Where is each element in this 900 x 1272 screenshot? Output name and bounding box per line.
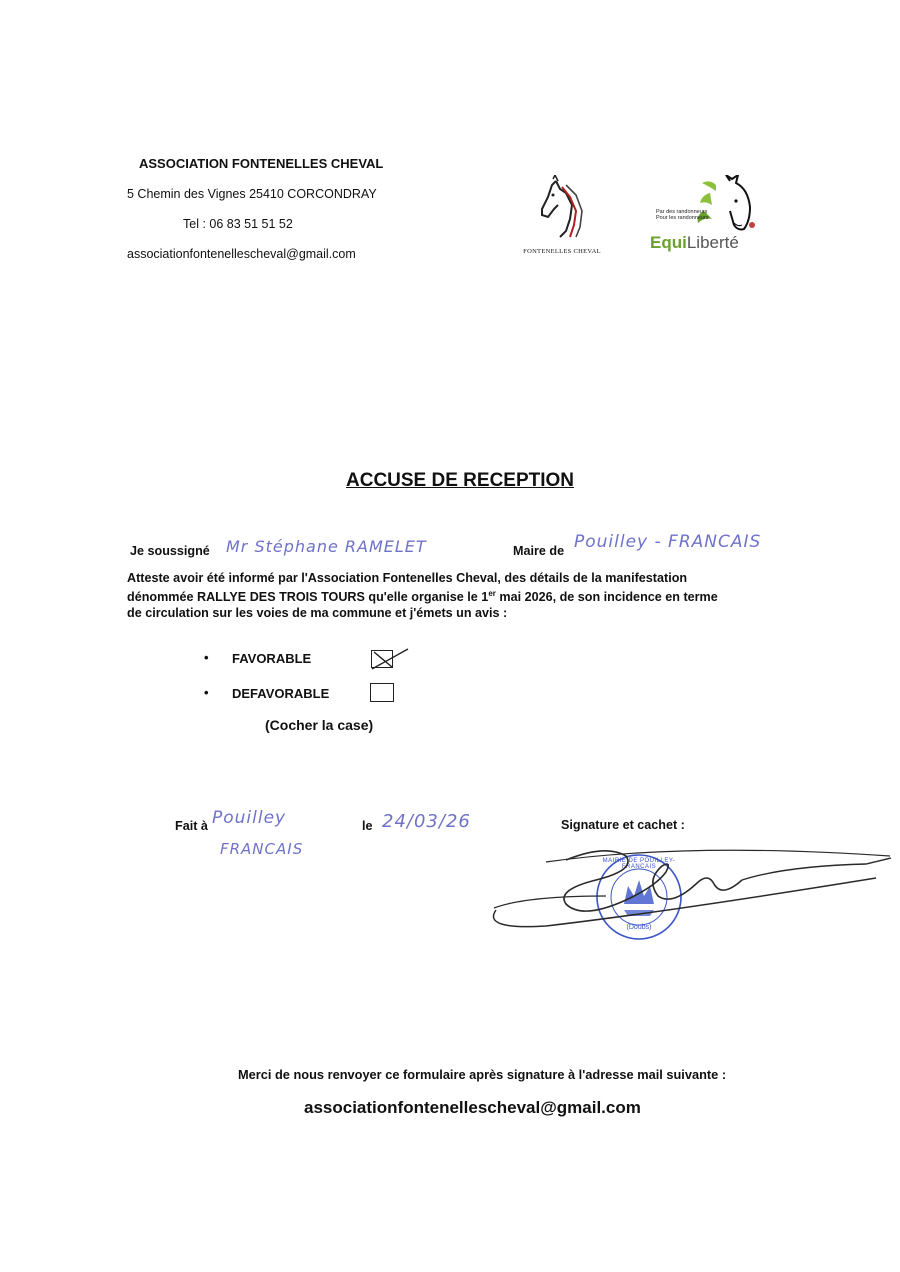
- handwritten-signature: [486, 840, 896, 940]
- left-logo-caption: FONTENELLES CHEVAL: [523, 248, 601, 255]
- org-email: associationfontenellescheval@gmail.com: [127, 247, 356, 261]
- org-phone: Tel : 06 83 51 51 52: [183, 217, 293, 231]
- option-defavorable-label: DEFAVORABLE: [232, 686, 330, 701]
- date-value: 24/03/26: [382, 811, 471, 832]
- brand-liberte: Liberté: [686, 233, 739, 252]
- checkmark-icon: [370, 647, 410, 673]
- soussigne-value: Mr Stéphane RAMELET: [226, 537, 427, 556]
- brand-equi: Equi: [650, 233, 687, 252]
- paragraph-line-3: de circulation sur les voies de ma commune et j'émets un avis :: [127, 606, 508, 621]
- soussigne-label: Je soussigné: [130, 544, 210, 558]
- check-instruction: (Cocher la case): [265, 717, 374, 733]
- maire-value: Pouilley - FRANCAIS: [574, 532, 762, 552]
- fontenelles-cheval-logo: [520, 175, 604, 255]
- maire-label: Maire de: [513, 544, 565, 558]
- stamp-bottom-text: (Doubs): [626, 924, 652, 931]
- footer-email[interactable]: associationfontenellescheval@gmail.com: [304, 1098, 641, 1117]
- fait-label: Fait à: [175, 819, 208, 833]
- paragraph-line-2: dénommée RALLYE DES TROIS TOURS qu'elle organise le 1er mai 2026, de son incidence en terme: [127, 589, 718, 605]
- attestation-paragraph: [127, 570, 787, 621]
- footer-instruction: Merci de nous renvoyer ce formulaire après signature à l'adresse mail suivante :: [238, 1067, 727, 1082]
- favorable-checkbox[interactable]: [370, 647, 400, 671]
- option-defavorable-bullet: •: [204, 685, 209, 700]
- document-title: ACCUSE DE RECEPTION: [346, 470, 575, 491]
- stamp-top-text: MAIRIE DE POUILLEY-FRANCAIS: [602, 858, 676, 870]
- right-logo-tagline-1: Par des randonneurs: [656, 209, 708, 215]
- horse-head-icon: [520, 175, 604, 241]
- fait-value-line2: FRANCAIS: [220, 840, 304, 858]
- org-address: 5 Chemin des Vignes 25410 CORCONDRAY: [127, 187, 377, 201]
- equiliberte-logo: [650, 175, 762, 260]
- date-label: le: [362, 819, 373, 833]
- right-logo-tagline-2: Pour les randonneurs: [656, 215, 709, 221]
- defavorable-checkbox[interactable]: [370, 683, 394, 702]
- org-name: ASSOCIATION FONTENELLES CHEVAL: [139, 156, 384, 171]
- option-favorable-label: FAVORABLE: [232, 651, 312, 666]
- horse-foliage-icon: [690, 175, 760, 235]
- fait-value-line1: Pouilley: [212, 808, 287, 828]
- paragraph-line-1: Atteste avoir été informé par l'Association Fontenelles Cheval, des détails de la manifestation: [127, 571, 688, 585]
- option-favorable-bullet: •: [204, 650, 209, 665]
- signature-label: Signature et cachet :: [561, 818, 685, 832]
